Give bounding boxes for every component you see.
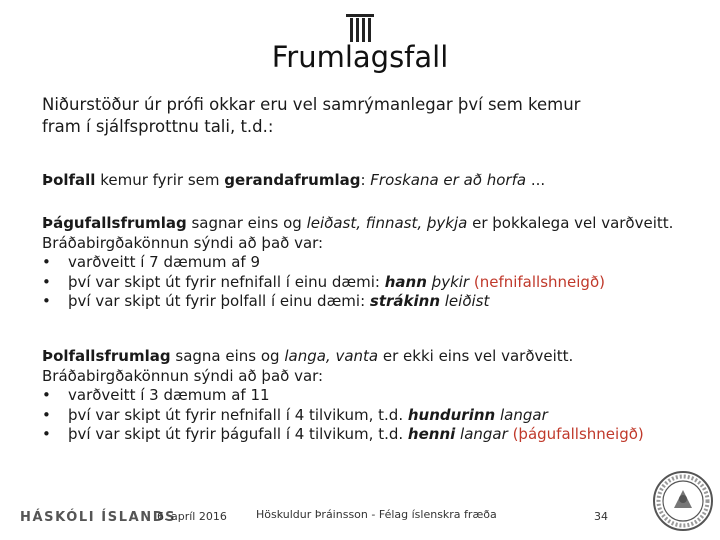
bullet-icon: • bbox=[42, 425, 51, 444]
tendency-label: (nefnifallshneigð) bbox=[469, 272, 605, 291]
example-bold-italic: hundurinn bbox=[407, 405, 496, 424]
text: því var skipt út fyrir nefnifall í einu dæmi: bbox=[68, 272, 385, 291]
list-item bbox=[42, 425, 644, 445]
list-item bbox=[42, 292, 673, 312]
bullet-icon: • bbox=[42, 405, 51, 424]
example-italic: þykir bbox=[426, 272, 470, 291]
example-bold-italic: henni bbox=[407, 425, 456, 444]
list-item bbox=[42, 273, 673, 293]
survey-line: Bráðabirgðakönnun sýndi að það var: bbox=[42, 366, 324, 385]
term-bold: Þágufallsfrumlag bbox=[42, 214, 187, 232]
text: ... bbox=[526, 171, 546, 189]
intro-line-1: Niðurstöður úr prófi okkar eru vel samrýmanlegar því sem kemur bbox=[42, 95, 581, 114]
text: : bbox=[360, 171, 371, 189]
bullet-icon: • bbox=[42, 272, 51, 291]
example-italic: langa, vanta bbox=[284, 347, 379, 365]
example-bold-italic: hann bbox=[384, 272, 427, 291]
text: varðveitt í 7 dæmum af 9 bbox=[68, 253, 260, 272]
text: því var skipt út fyrir þágufall í 4 tilvikum, t.d. bbox=[68, 425, 408, 444]
page-number: 34 bbox=[594, 510, 608, 523]
survey-line: Bráðabirgðakönnun sýndi að það var: bbox=[42, 233, 324, 252]
tendency-label: (þágufallshneigð) bbox=[507, 425, 644, 444]
term-bold: Þolfall bbox=[42, 171, 96, 189]
example-italic: Froskana er að horfa bbox=[370, 171, 527, 189]
bullet-icon: • bbox=[42, 292, 51, 311]
term-bold: gerandafrumlag bbox=[224, 171, 361, 189]
bullet-icon: • bbox=[42, 386, 51, 405]
text: sagnar eins og bbox=[186, 214, 307, 232]
text: sagna eins og bbox=[170, 347, 285, 365]
text: því var skipt út fyrir nefnifall í 4 tilvikum, t.d. bbox=[68, 405, 408, 424]
university-seal-icon bbox=[652, 470, 714, 532]
term-bold: Þolfallsfrumlag bbox=[42, 347, 171, 365]
footer-author: Höskuldur Þráinsson - Félag íslenskra fræða bbox=[256, 508, 497, 521]
example-italic: langar bbox=[495, 405, 548, 424]
accusative-agent-paragraph bbox=[42, 171, 545, 191]
university-name: HÁSKÓLI ÍSLANDS bbox=[20, 510, 177, 525]
example-italic: langar bbox=[455, 425, 508, 444]
example-italic: leiðist bbox=[440, 292, 490, 311]
accusative-subject-paragraph bbox=[42, 347, 644, 445]
text: varðveitt í 3 dæmum af 11 bbox=[68, 386, 270, 405]
text: er ekki eins vel varðveitt. bbox=[378, 347, 574, 365]
list-item bbox=[42, 406, 644, 426]
footer-date: 6. apríl 2016 bbox=[157, 510, 227, 523]
example-bold-italic: strákinn bbox=[369, 292, 440, 311]
slide-title: Frumlagsfall bbox=[271, 40, 449, 74]
list-item bbox=[42, 386, 644, 406]
text: því var skipt út fyrir þolfall í einu dæmi: bbox=[68, 292, 370, 311]
dative-subject-paragraph bbox=[42, 214, 673, 312]
intro-paragraph bbox=[42, 94, 580, 138]
bullet-icon: • bbox=[42, 253, 51, 272]
list-item bbox=[42, 253, 673, 273]
example-italic: leiðast, finnast, þykja bbox=[306, 214, 468, 232]
text: er þokkalega vel varðveitt. bbox=[467, 214, 674, 232]
text: kemur fyrir sem bbox=[95, 171, 225, 189]
intro-line-2: fram í sjálfsprottnu tali, t.d.: bbox=[42, 117, 274, 136]
